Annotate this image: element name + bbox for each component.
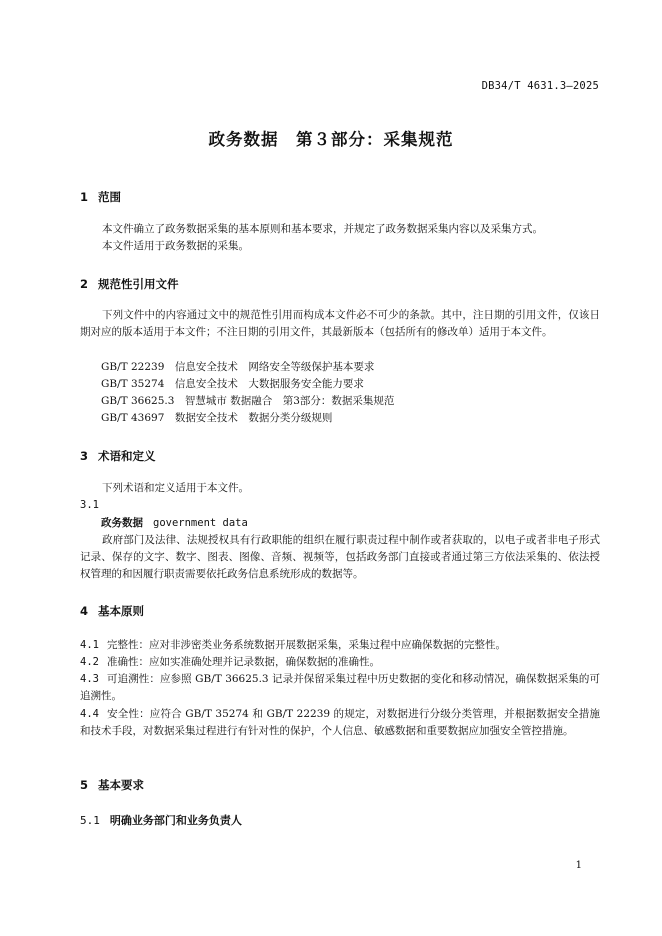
normative-reference: GB/T 35274 信息安全技术 大数据服务安全能力要求 bbox=[101, 378, 364, 390]
term-definition: 政府部门及法律、法规授权具有行政职能的组织在履行职责过程中制作或者获取的，以电子或者非电子形式记录、保存的文字、数字、图表、图像、音频、视频等，包括政务部门直接或者通过第三方依法采集的、依法授权管理的和因履行职责需要依托政务信息系统形成的数据等。 bbox=[80, 534, 600, 580]
subsection-5-1-heading bbox=[80, 812, 242, 828]
section-2-heading bbox=[80, 276, 179, 292]
subsection-number: 5.1 bbox=[80, 814, 100, 827]
section-title: 基本原则 bbox=[98, 604, 144, 618]
normative-reference: GB/T 43697 数据安全技术 数据分类分级规则 bbox=[101, 412, 333, 424]
section-number: 5 bbox=[80, 778, 89, 792]
subsection-title: 明确业务部门和业务负责人 bbox=[109, 814, 242, 827]
standard-code: DB34/T 4631.3—2025 bbox=[481, 80, 599, 92]
section-title: 基本要求 bbox=[98, 778, 144, 792]
clause-number: 4.2 bbox=[80, 656, 99, 668]
terms-intro: 下列术语和定义适用于本文件。 bbox=[102, 482, 249, 494]
normative-intro: 下列文件中的内容通过文中的规范性引用而构成本文件必不可少的条款。其中，注日期的引用文件，仅该日期对应的版本适用于本文件；不注日期的引用文件，其最新版本（包括所有的修改单）适用于本文件。 bbox=[80, 309, 600, 338]
term-number: 3.1 bbox=[80, 499, 99, 511]
clause-text: 可追溯性：应参照 GB/T 36625.3 记录并保留采集过程中历史数据的变化和移动情况，确保数据采集的可追溯性。 bbox=[80, 673, 600, 702]
scope-paragraph-2: 本文件适用于政务数据的采集。 bbox=[102, 240, 249, 252]
section-4-heading bbox=[80, 603, 144, 619]
section-number: 2 bbox=[80, 277, 89, 291]
clause-text: 完整性：应对非涉密类业务系统数据开展数据采集，采集过程中应确保数据的完整性。 bbox=[106, 639, 506, 651]
scope-paragraph-1: 本文件确立了政务数据采集的基本原则和基本要求，并规定了政务数据采集内容以及采集方式。 bbox=[102, 223, 543, 235]
principle-clause bbox=[80, 706, 600, 740]
section-3-heading bbox=[80, 448, 156, 464]
section-number: 1 bbox=[80, 190, 89, 204]
section-title: 范围 bbox=[98, 190, 121, 204]
section-title: 术语和定义 bbox=[98, 449, 156, 463]
section-1-heading bbox=[80, 189, 121, 205]
clause-number: 4.1 bbox=[80, 639, 99, 651]
term-chinese: 政务数据 bbox=[101, 517, 143, 529]
principle-clause bbox=[80, 654, 600, 671]
section-title: 规范性引用文件 bbox=[98, 277, 179, 291]
clause-number: 4.4 bbox=[80, 708, 99, 720]
clause-text: 安全性：应符合 GB/T 35274 和 GB/T 22239 的规定，对数据进行分级分类管理，并根据数据安全措施和技术手段，对数据采集过程进行有针对性的保护，个人信息、敏感数据和重要数据应加强安全管控措施。 bbox=[80, 708, 600, 737]
page-number: 1 bbox=[575, 860, 582, 871]
term-english: government data bbox=[153, 517, 248, 529]
normative-reference: GB/T 22239 信息安全技术 网络安全等级保护基本要求 bbox=[101, 361, 375, 373]
principle-clause bbox=[80, 671, 600, 705]
section-number: 3 bbox=[80, 449, 89, 463]
term-entry bbox=[101, 515, 248, 530]
normative-reference: GB/T 36625.3 智慧城市 数据融合 第3部分：数据采集规范 bbox=[101, 395, 395, 407]
document-title: 政务数据 第３部分：采集规范 bbox=[208, 130, 454, 149]
clause-text: 准确性：应如实准确处理并记录数据，确保数据的准确性。 bbox=[106, 656, 380, 668]
principle-clause bbox=[80, 637, 600, 654]
clause-number: 4.3 bbox=[80, 673, 99, 685]
section-5-heading bbox=[80, 777, 144, 793]
section-number: 4 bbox=[80, 604, 89, 618]
